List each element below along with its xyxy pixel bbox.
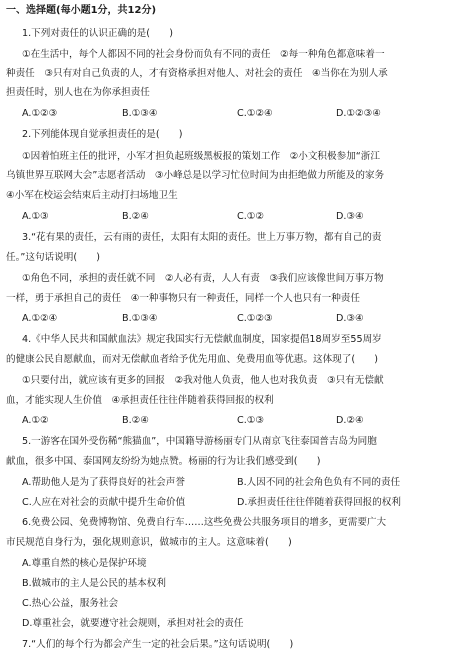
- q4-option-a: A.①②: [22, 415, 49, 426]
- q2-stem: 2.下列能体现自觉承担责任的是( ): [22, 129, 183, 140]
- q5-option-c: C.人应在对社会的贡献中提升生命价值: [22, 497, 186, 508]
- q6-stem-line: 市民规范自身行为，强化规则意识，做城市的主人。这意味着( ): [6, 537, 292, 548]
- q2-option-d: D.③④: [336, 211, 364, 222]
- q5-option-a: A.帮助他人是为了获得良好的社会声誉: [22, 477, 185, 488]
- q2-option-a: A.①③: [22, 211, 49, 222]
- q1-option-d: D.①②③④: [336, 108, 381, 119]
- q5-stem-line: 5.一游客在国外受伤稀“熊猫血”，中国籍导游杨丽专门从南京飞往泰国普吉岛为同胞: [22, 436, 377, 447]
- q4-stem-line: 的健康公民自愿献血，而对无偿献血者给予优先用血、免费用血等优惠。这体现了( ): [6, 354, 379, 365]
- q3-option-d: D.③④: [336, 313, 364, 324]
- q1-stem: 1.下列对责任的认识正确的是( ): [22, 28, 173, 39]
- q1-option-b: B.①③④: [122, 108, 158, 119]
- q4-stem-line: 4.《中华人民共和国献血法》规定我国实行无偿献血制度，国家提倡18周岁至55周岁: [22, 334, 382, 345]
- q3-option-c: C.①②③: [237, 313, 273, 324]
- q1-statement-line: 担责任时，别人也在为你承担责任: [6, 87, 150, 98]
- q6-option-a: A.尊重自然的核心是保护环境: [22, 558, 147, 569]
- q6-option-d: D.尊重社会，就要遵守社会规则，承担对社会的责任: [22, 618, 244, 629]
- q5-option-d: D.承担责任往往伴随着获得回报的权利: [237, 497, 401, 508]
- q1-statement-line: ①在生活中，每个人都因不同的社会身份而负有不同的责任 ②每一种角色都意味着一: [22, 49, 385, 60]
- q2-statement-line: ①因着怕班主任的批评，小军才担负起班级黑板报的策划工作 ②小文积极参加“浙江: [22, 151, 380, 162]
- q3-stem-line: 任。”这句话说明( ): [6, 252, 100, 263]
- section-title: 一、选择题(每小题1分，共12分): [6, 5, 157, 16]
- q5-option-b: B.人因不同的社会角色负有不同的责任: [237, 477, 401, 488]
- q5-stem-line: 献血，很多中国、泰国网友纷纷为她点赞。杨丽的行为让我们感受到( ): [6, 456, 321, 467]
- q1-statement-line: 种责任 ③只有对自己负责的人，才有资格承担对他人、对社会的责任 ④当你在为别人承: [6, 68, 388, 79]
- q4-statement-line: ①只要付出，就应该有更多的回报 ②我对他人负责，他人也对我负责 ③只有无偿献: [22, 375, 384, 386]
- q1-option-c: C.①②④: [237, 108, 273, 119]
- q6-option-b: B.做城市的主人是公民的基本权利: [22, 578, 166, 589]
- q4-option-c: C.①③: [237, 415, 264, 426]
- q6-stem-line: 6.免费公园、免费博物馆、免费自行车……这些免费公共服务项目的增多，更需要广大: [22, 517, 387, 528]
- q3-statement-line: ①角色不同，承担的责任就不同 ②人必有责，人人有责 ③我们应该像世间万事万物: [22, 273, 384, 284]
- q2-statement-line: 乌镇世界互联网大会”志愿者活动 ③小峰总是以学习忙位时间为由拒绝做力所能及的家务: [6, 170, 385, 181]
- q3-option-a: A.①②④: [22, 313, 58, 324]
- q4-option-d: D.②④: [336, 415, 364, 426]
- q4-statement-line: 血，才能实现人生价值 ④承担责任往往伴随着获得回报的权利: [6, 395, 274, 406]
- q6-option-c: C.热心公益，服务社会: [22, 598, 119, 609]
- q2-option-b: B.②④: [122, 211, 149, 222]
- q3-option-b: B.①③④: [122, 313, 158, 324]
- q2-statement-line: ④小军在校运会结束后主动打扫场地卫生: [6, 190, 178, 201]
- q3-statement-line: 一样，勇于承担自己的责任 ④一种事物只有一种责任，同样一个人也只有一种责任: [6, 293, 360, 304]
- q3-stem-line: 3.“花有果的责任，云有雨的责任，太阳有太阳的责任。世上万事万物，都有自己的责: [22, 232, 382, 243]
- q4-option-b: B.②④: [122, 415, 149, 426]
- q1-option-a: A.①②③: [22, 108, 58, 119]
- q2-option-c: C.①②: [237, 211, 264, 222]
- q7-stem: 7.“人们的每个行为都会产生一定的社会后果。”这句话说明( ): [22, 639, 294, 650]
